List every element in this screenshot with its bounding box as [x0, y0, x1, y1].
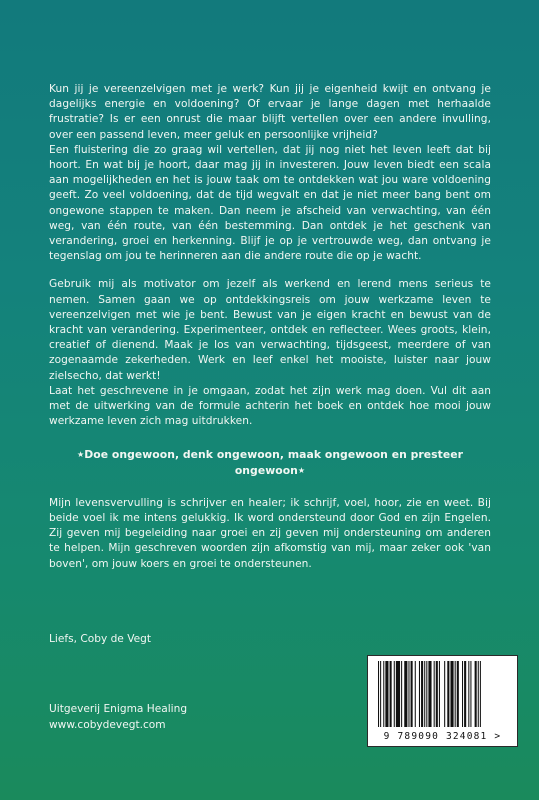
barcode-image — [376, 661, 510, 729]
intro-paragraph-2: Een fluistering die zo graag wil vertellen, dat jij nog niet het leven leeft dat bij hoort. En wat bij je hoort, daar mag jij in investeren. Jouw leven biedt een scala aan mogelijkheden en het is jouw taak om te ontdekken wat jou ware voldoening geeft. Zo veel voldoening, dat de tijd wegvalt en dat je niet meer bang bent om ongewone stappen te maken. Dan neem je afscheid van verwachting, van één weg, van één route, van één bestemming. Dan ontdek je het geschenk van verandering, groei en herkenning. Blijf je op je vertrouwde weg, dan ontvang je tegenslag om jou te herinneren aan die andere route die op je wacht. — [49, 143, 491, 263]
motivator-paragraph-1: Gebruik mij als motivator om jezelf als werkend en lerend mens serieus te nemen. Samen gaan we op ontdekkingsreis om jouw werkzame leven te vereenzelvigen met wie je bent. Bewust van je eigen kracht en bewust van de kracht van verandering. Experimenteer, ontdek en reflecteer. Wees groots, klein, creatief of dienend. Maak je los van verwachting, tijdsgeest, meerdere of van zogenaamde zekerheden. Werk en leef enkel het mooiste, luister naar jouw zielsecho, dat werkt! — [49, 278, 491, 382]
star-icon: ★ — [297, 465, 306, 475]
isbn-number: 9 789090 324081 > — [383, 731, 502, 742]
intro-paragraph-1: Kun jij je vereenzelvigen met je werk? Kun jij je eigenheid kwijt en ontvang je dagelijks energie en voldoening? Of ervaar je lange dagen met herhaalde frustratie? Is er een onrust die maar blijft vertellen over een andere invulling, over een passend leven, meer geluk en persoonlijke vrijheid? — [49, 83, 491, 141]
motto-text: Doe ongewoon, denk ongewoon, maak ongewoon en presteer ongewoon — [84, 448, 463, 477]
star-icon: ★ — [77, 450, 85, 460]
motto — [49, 447, 491, 477]
publisher-name: Uitgeverij Enigma Healing — [49, 703, 188, 715]
motivator-paragraph-2: Laat het geschrevene in je omgaan, zodat het zijn werk mag doen. Vul dit aan met de uitwerking van de formule achterin het boek en ontdek hoe mooi jouw werkzame leven zich mag uitdrukken. — [49, 384, 491, 428]
publisher-info — [49, 702, 187, 733]
back-cover-text — [49, 82, 491, 572]
author-bio: Mijn levensvervulling is schrijver en healer; ik schrijf, voel, hoor, zie en weet. Bij beide voel ik me intens gelukkig. Ik word ondersteund door God en zijn Engelen. Zij geven mij begeleiding naar groei en zij geven mij ondersteuning om anderen te helpen. Mijn geschreven woorden zijn afkomstig van mij, maar zeker ook 'van boven', om jouw koers en groei te ondersteunen. — [49, 496, 491, 570]
signature: Liefs, Coby de Vegt — [49, 633, 152, 645]
isbn-barcode — [367, 655, 518, 747]
publisher-website: www.cobydevegt.com — [49, 718, 166, 731]
